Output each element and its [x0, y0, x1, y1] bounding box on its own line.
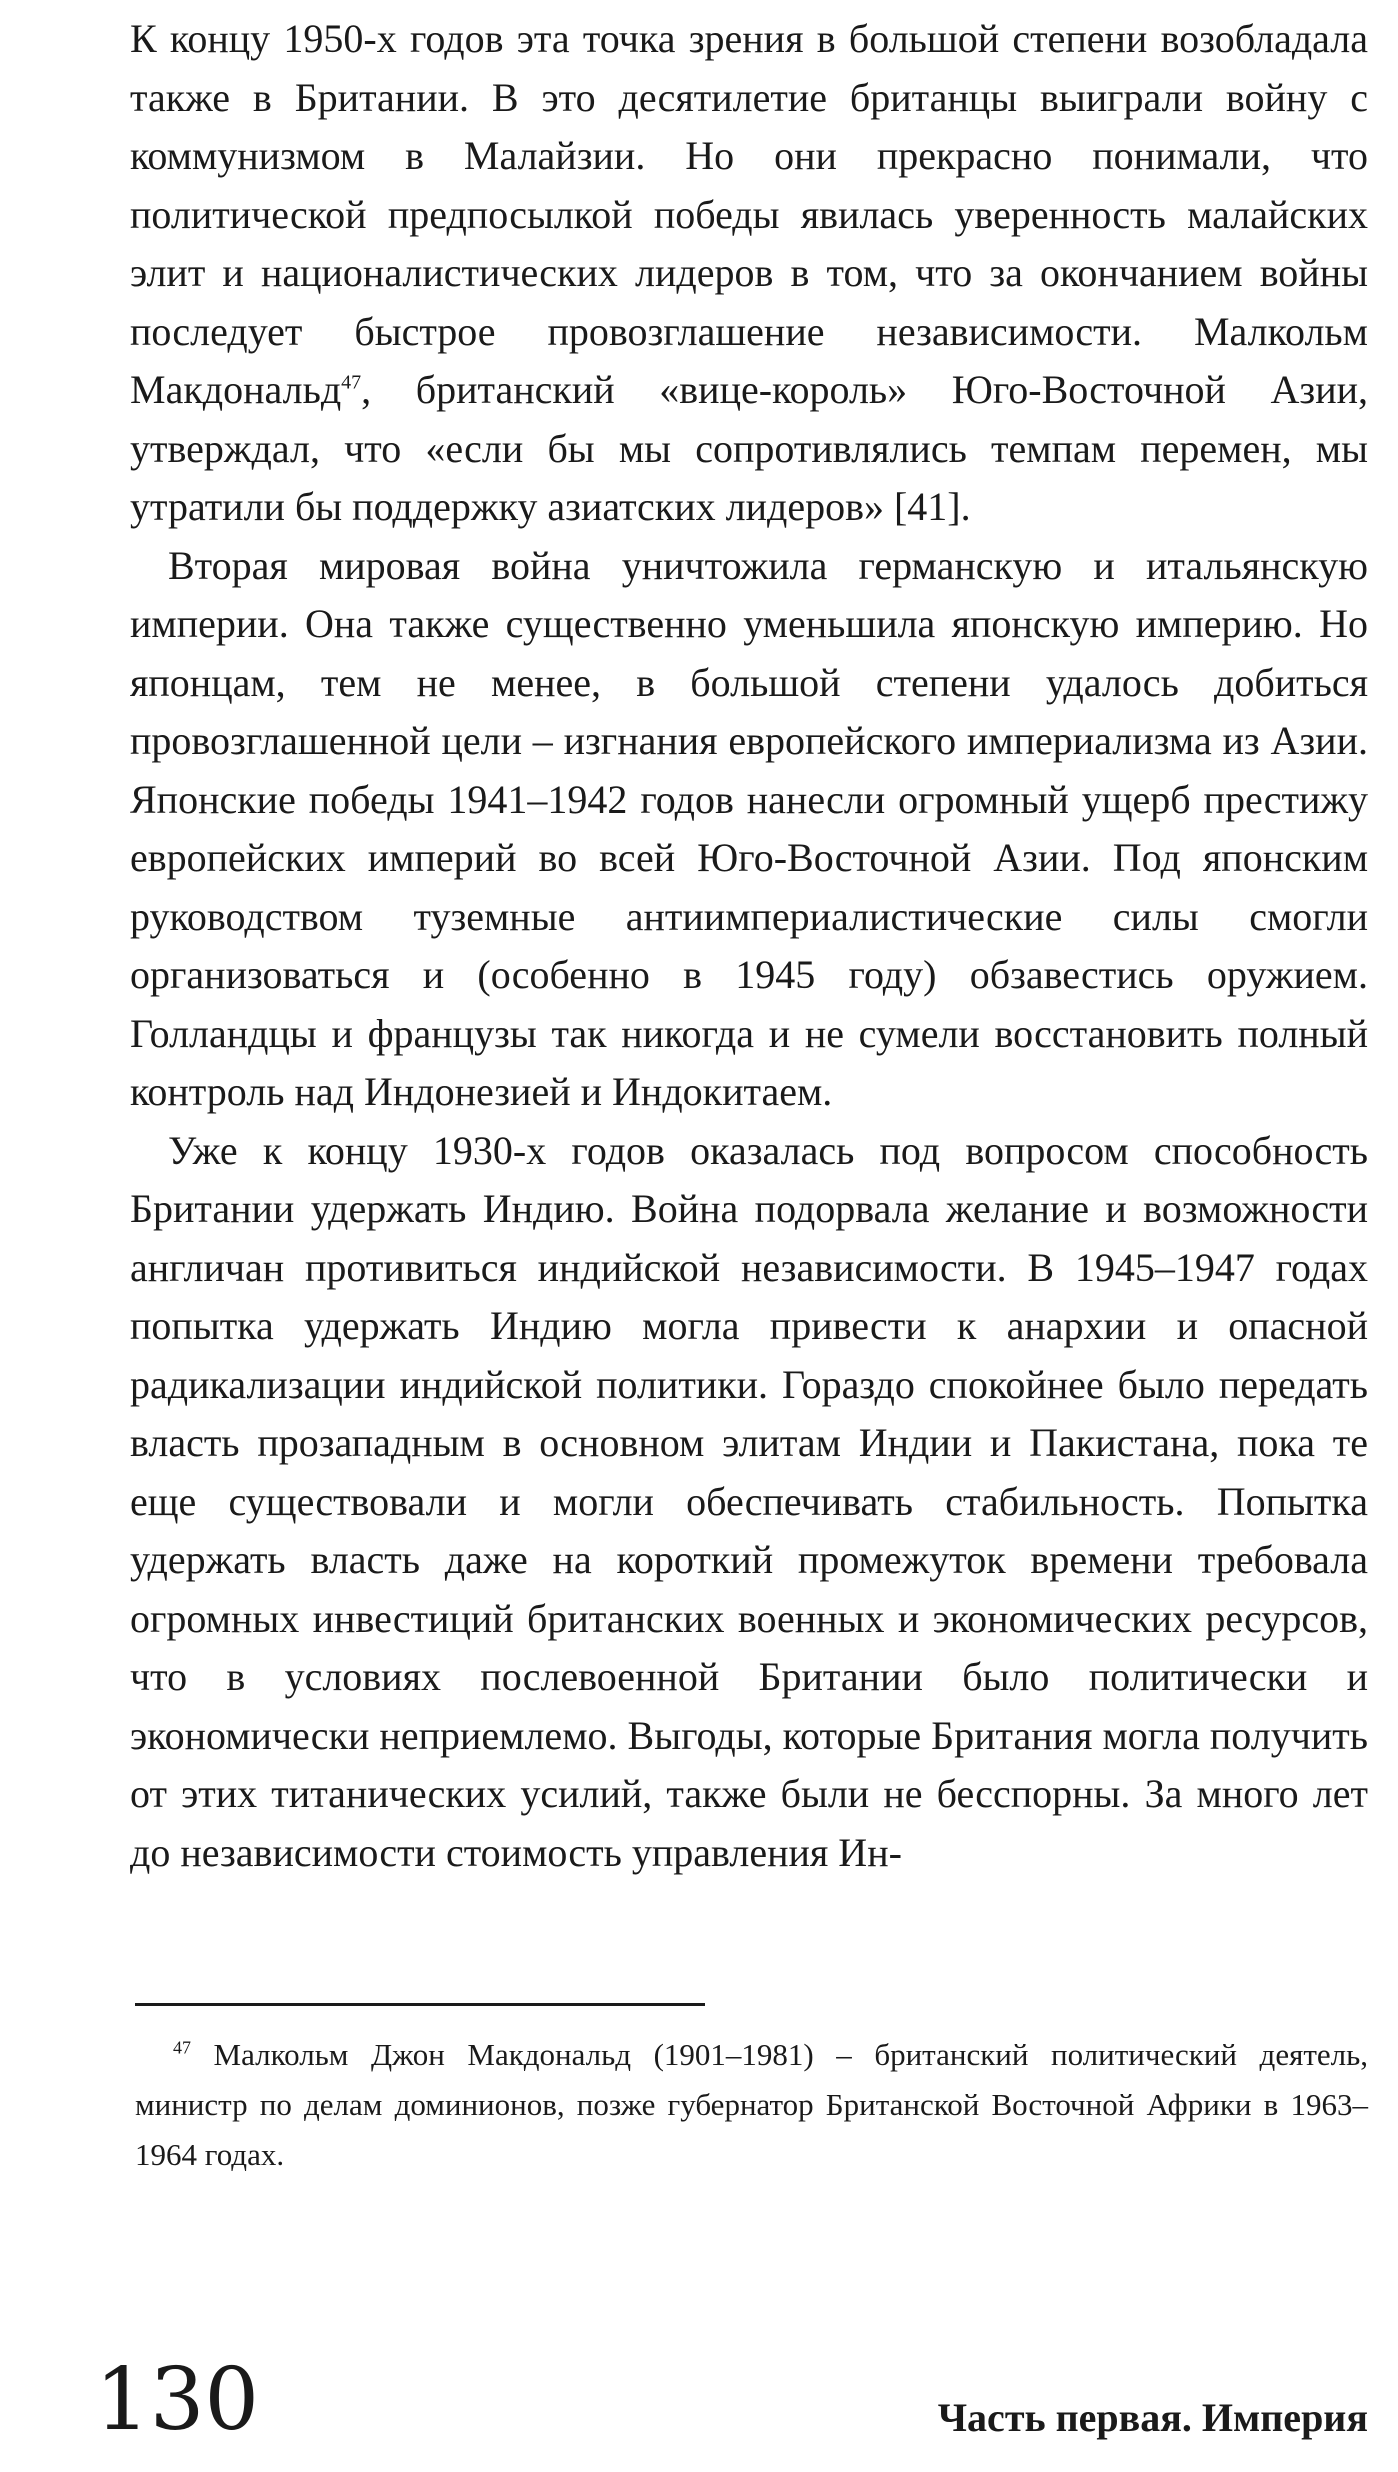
footnote-divider	[135, 2003, 705, 2006]
footnote-reference: 47	[341, 371, 362, 394]
footnote-number: 47	[173, 2037, 191, 2058]
page-number: 130	[95, 2350, 260, 2450]
paragraph-1-text-after-note: , британский «вице-король» Юго-Восточной Азии, утверждал, что «если бы мы сопротивлялись темпам перемен, мы утратили бы поддержку азиатских лидеров» [41].	[130, 367, 1368, 529]
footnote	[135, 2030, 1368, 2180]
paragraph-3: Уже к концу 1930-х годов оказалась под вопросом способность Британии удержать Индию. Война подорвала желание и возможности англичан противиться индийской независимости. В 1945–1947 годах попытка удержать Индию могла привести к анархии и опасной радикализации индийской политики. Гораздо спокойнее было передать власть прозападным в основном элитам Индии и Пакистана, пока те еще существовали и могли обеспечивать стабильность. Попытка удержать власть даже на короткий промежуток времени требовала огромных инвестиций британских военных и экономических ресурсов, что в условиях послевоенной Британии было политически и экономически неприемлемо. Выгоды, которые Британия могла получить от этих титанических усилий, также были не бесспорны. За много лет до независимости стоимость управления Ин-	[130, 1127, 1368, 1875]
paragraph-1-text-before-note: К концу 1950-х годов эта точка зрения в большой степени возобладала также в Британии. В это десятилетие британцы выиграли войну с коммунизмом в Малайзии. Но они прекрасно понимали, что политической предпосылкой победы явилась уверенность малайских элит и националистических лидеров в том, что за окончанием войны последует быстрое провозглашение независимости. Малкольм Макдональд	[130, 16, 1368, 412]
footnote-text: Малкольм Джон Макдональд (1901–1981) – британский политический деятель, министр по делам доминионов, позже губернатор Британской Восточной Африки в 1963–1964 годах.	[135, 2037, 1368, 2172]
paragraph-2: Вторая мировая война уничтожила германскую и итальянскую империи. Она также существенно уменьшила японскую империю. Но японцам, тем не менее, в большой степени удалось добиться провозглашенной цели – изгнания европейского империализма из Азии. Японские победы 1941–1942 годов нанесли огромный ущерб престижу европейских империй во всей Юго-Восточной Азии. Под японским руководством туземные антиимпериалистические силы смогли организоваться и (особенно в 1945 году) обзавестись оружием. Голландцы и французы так никогда и не сумели восстановить полный контроль над Индонезией и Индокитаем.	[130, 542, 1368, 1114]
running-head: Часть первая. Империя	[937, 2395, 1368, 2440]
main-text	[130, 10, 1368, 1882]
paragraph-1	[130, 10, 1368, 537]
